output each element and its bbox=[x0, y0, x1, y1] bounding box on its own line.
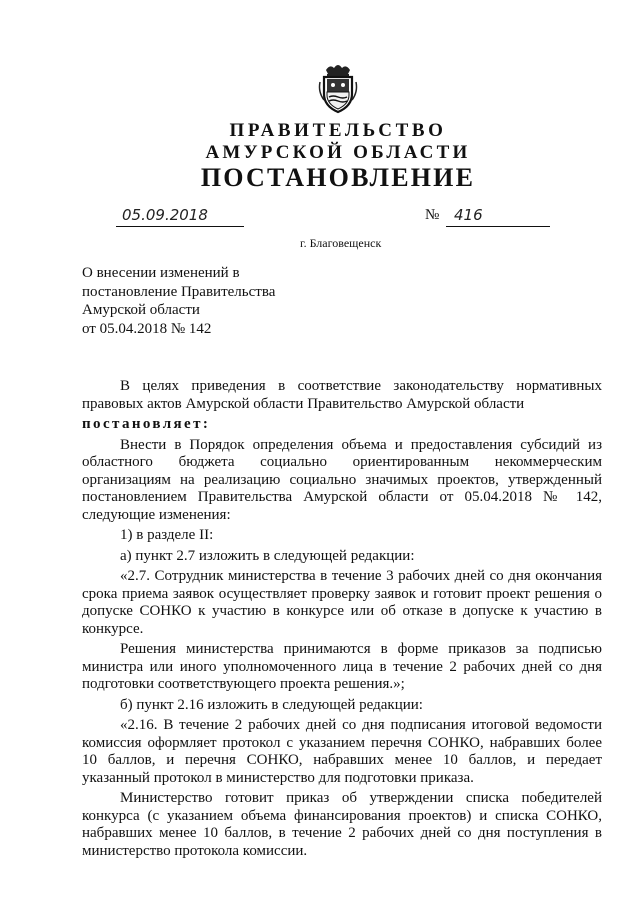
body-paragraph: «2.7. Сотрудник министерства в течение 3 рабочих дней со дня окончания срока приема заявок осуществляет проверку заявок и готовит проект решения о допуске СОНКО к участию в конкурсе или об отказе в допуске к участию в конкурсе. bbox=[82, 568, 602, 637]
date-field bbox=[116, 206, 244, 227]
intro-paragraph: В целях приведения в соответствие законодательству нормативных правовых актов Амурской области Правительство Амурской области bbox=[82, 378, 602, 412]
body-paragraph: б) пункт 2.16 изложить в следующей редакции: bbox=[120, 696, 423, 713]
document-body bbox=[82, 378, 602, 863]
number-value: 416 bbox=[454, 206, 483, 224]
subject-line: О внесении изменений в bbox=[82, 265, 240, 281]
body-paragraph: а) пункт 2.7 изложить в следующей редакции: bbox=[120, 547, 415, 564]
header-region: АМУРСКОЙ ОБЛАСТИ bbox=[205, 142, 471, 163]
document-type-title: ПОСТАНОВЛЕНИЕ bbox=[200, 163, 476, 192]
header-government: ПРАВИТЕЛЬСТВО bbox=[229, 120, 447, 141]
subject-block bbox=[82, 264, 275, 338]
body-paragraph: Министерство готовит приказ об утверждении списка победителей конкурса (с указанием объема финансирования проектов) и списка СОНКО, набравших менее 10 баллов, в течение 2 рабочих дней со дня поступления в министерство протокола комиссии. bbox=[82, 790, 602, 859]
city-name: г. Благовещенск bbox=[300, 236, 382, 250]
body-paragraph: Решения министерства принимаются в форме приказов за подписью министра или иного уполномоченного лица в течение 2 рабочих дней со дня подготовки соответствующего проекта решения.»; bbox=[82, 641, 602, 692]
subject-line: Амурской области bbox=[82, 302, 200, 318]
subject-line: от 05.04.2018 № 142 bbox=[82, 320, 212, 337]
body-paragraph: Внести в Порядок определения объема и предоставления субсидий из областного бюджета социально ориентированным некоммерческим организациям на реализацию социально значимых проектов, утвержденный постановлением Правительства Амурской области от 05.04.2018 № 142, следующие изменения: bbox=[82, 436, 602, 523]
date-value: 05.09.2018 bbox=[122, 206, 208, 224]
number-label: № bbox=[425, 207, 440, 223]
decree-word: постановляет: bbox=[82, 416, 211, 432]
subject-line: постановление Правительства bbox=[82, 283, 276, 300]
body-paragraph: 1) в разделе II: bbox=[120, 527, 214, 543]
number-field bbox=[446, 206, 550, 227]
body-paragraph: «2.16. В течение 2 рабочих дней со дня подписания итоговой ведомости комиссия оформляет протокол с указанием перечня СОНКО, набравших более 10 баллов, и перечня СОНКО, набравших менее 10 баллов, и передает указанный протокол в министерство для подготовки приказа. bbox=[82, 717, 602, 786]
coat-of-arms-icon bbox=[316, 62, 360, 114]
